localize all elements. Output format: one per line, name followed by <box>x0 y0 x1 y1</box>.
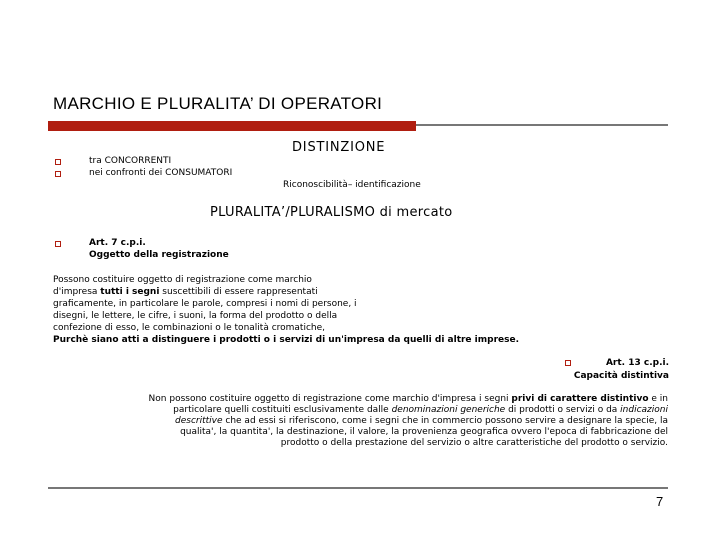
bullet-concorrenti: tra CONCORRENTI <box>89 156 172 166</box>
para2-line: qualita', la quantita', la destinazione, il valore, la provenienza geografica ovvero l'epoca di fabbricazione del <box>180 427 668 437</box>
art7-title: Art. 7 c.p.i. <box>89 238 146 248</box>
bullet-icon <box>55 159 61 165</box>
title-accent-bar <box>48 121 416 131</box>
para2-line: descrittive che ad essi si riferiscono, come i segni che in commercio possono servire a designare la specie, la <box>175 416 668 426</box>
distinzione-heading: DISTINZIONE <box>292 140 386 155</box>
art13-subtitle: Capacità distintiva <box>573 371 669 381</box>
para1-line: Purchè siano atti a distinguere i prodotti o i servizi di un'impresa da quelli di altre imprese. <box>53 335 520 345</box>
registration-paragraph <box>53 274 613 346</box>
para2-line: prodotto o della prestazione del servizio o altre caratteristiche del prodotto o servizio. <box>280 438 668 448</box>
para1-line: confezione di esso, le combinazioni o le tonalità cromatiche, <box>53 323 326 333</box>
title-rule <box>416 124 668 126</box>
art7-subtitle: Oggetto della registrazione <box>89 250 229 260</box>
capacita-paragraph <box>88 394 668 449</box>
art13-title: Art. 13 c.p.i. <box>605 358 669 368</box>
para1-line: graficamente, in particolare le parole, compresi i nomi di persone, i <box>53 299 357 309</box>
bullet-icon <box>55 241 61 247</box>
para2-line: particolare quelli costituiti esclusivamente dalle denominazioni generiche di prodotti o servizi o da indicazioni <box>173 405 668 415</box>
para2-line: Non possono costituire oggetto di registrazione come marchio d'impresa i segni privi di carattere distintivo e in <box>148 394 668 404</box>
slide-title: MARCHIO E PLURALITA’ DI OPERATORI <box>53 94 383 113</box>
footer-rule <box>48 487 668 489</box>
pluralita-heading: PLURALITA’/PLURALISMO di mercato <box>210 205 453 220</box>
page-number: 7 <box>656 494 664 509</box>
art13-block <box>574 357 669 383</box>
bullet-consumatori: nei confronti dei CONSUMATORI <box>89 168 233 178</box>
para1-line: Possono costituire oggetto di registrazione come marchio <box>53 275 312 285</box>
riconoscibilita-text: Riconoscibilità– identificazione <box>283 180 421 190</box>
bullet-icon <box>55 171 61 177</box>
para1-line: disegni, le lettere, le cifre, i suoni, la forma del prodotto o della <box>53 311 338 321</box>
para1-line: d'impresa tutti i segni suscettibili di essere rappresentati <box>53 287 318 297</box>
bullet-icon <box>565 360 571 366</box>
